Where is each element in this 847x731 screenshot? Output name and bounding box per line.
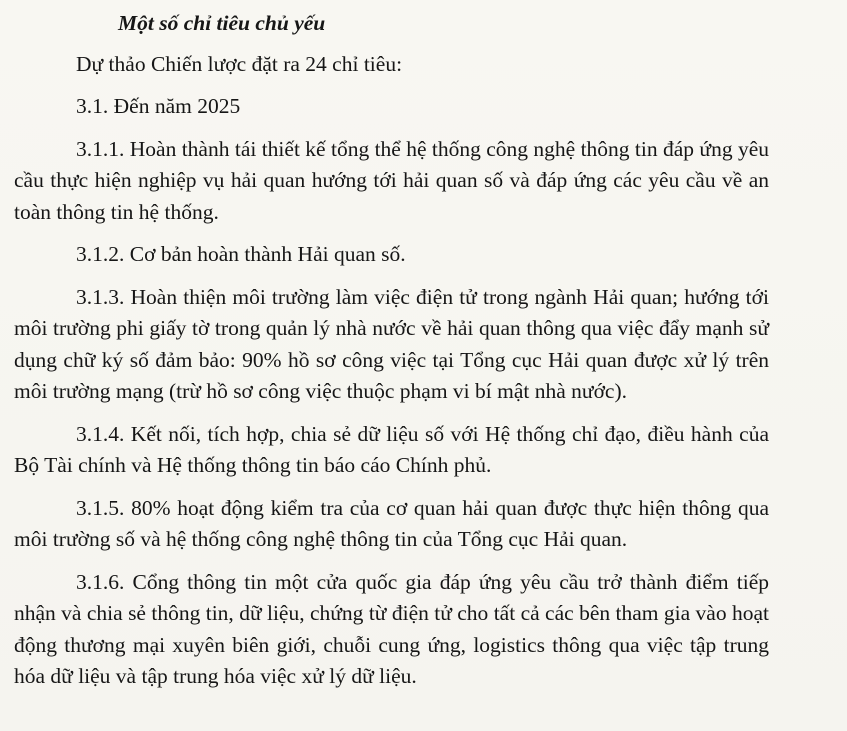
- item-3-1-5-text: 3.1.5. 80% hoạt động kiểm tra của cơ quan hải quan được thực hiện thông qua môi trường số và hệ thống công nghệ thông tin của Tổng cục Hải quan.: [14, 495, 769, 551]
- intro-paragraph: Dự thảo Chiến lược đặt ra 24 chỉ tiêu:: [76, 51, 403, 76]
- heading: Một số chỉ tiêu chủ yếu: [118, 11, 326, 35]
- item-3-1-3: [14, 282, 769, 408]
- item-3-1-1: [14, 134, 769, 229]
- section-heading: 3.1. Đến năm 2025: [76, 94, 241, 118]
- item-3-1-6: [14, 567, 769, 693]
- item-3-1-1-text: 3.1.1. Hoàn thành tái thiết kế tổng thể hệ thống công nghệ thông tin đáp ứng yêu cầu thực hiện nghiệp vụ hải quan hướng tới hải quan số và đáp ứng các yêu cầu về an toàn thông tin hệ thống.: [14, 136, 769, 224]
- item-3-1-4-text: 3.1.4. Kết nối, tích hợp, chia sẻ dữ liệu số với Hệ thống chỉ đạo, điều hành của Bộ Tài chính và Hệ thống thông tin báo cáo Chính phủ.: [14, 421, 769, 477]
- item-3-1-3-text: 3.1.3. Hoàn thiện môi trường làm việc điện tử trong ngành Hải quan; hướng tới môi trường phi giấy tờ trong quản lý nhà nước về hải quan thông qua việc đẩy mạnh sử dụng chữ ký số đảm bảo: 90% hồ sơ công việc tại Tổng cục Hải quan được xử lý trên môi trường mạng (trừ hồ sơ công việc thuộc phạm vi bí mật nhà nước).: [14, 284, 769, 403]
- item-3-1-2: 3.1.2. Cơ bản hoàn thành Hải quan số.: [76, 242, 406, 266]
- item-3-1-5: [14, 493, 769, 556]
- item-3-1-4: [14, 419, 769, 482]
- item-3-1-6-text: 3.1.6. Cổng thông tin một cửa quốc gia đáp ứng yêu cầu trở thành điểm tiếp nhận và chia sẻ thông tin, dữ liệu, chứng từ điện tử cho tất cả các bên tham gia vào hoạt động thương mại xuyên biên giới, chuỗi cung ứng, logistics thông qua việc tập trung hóa dữ liệu và tập trung hóa việc xử lý dữ liệu.: [14, 569, 769, 688]
